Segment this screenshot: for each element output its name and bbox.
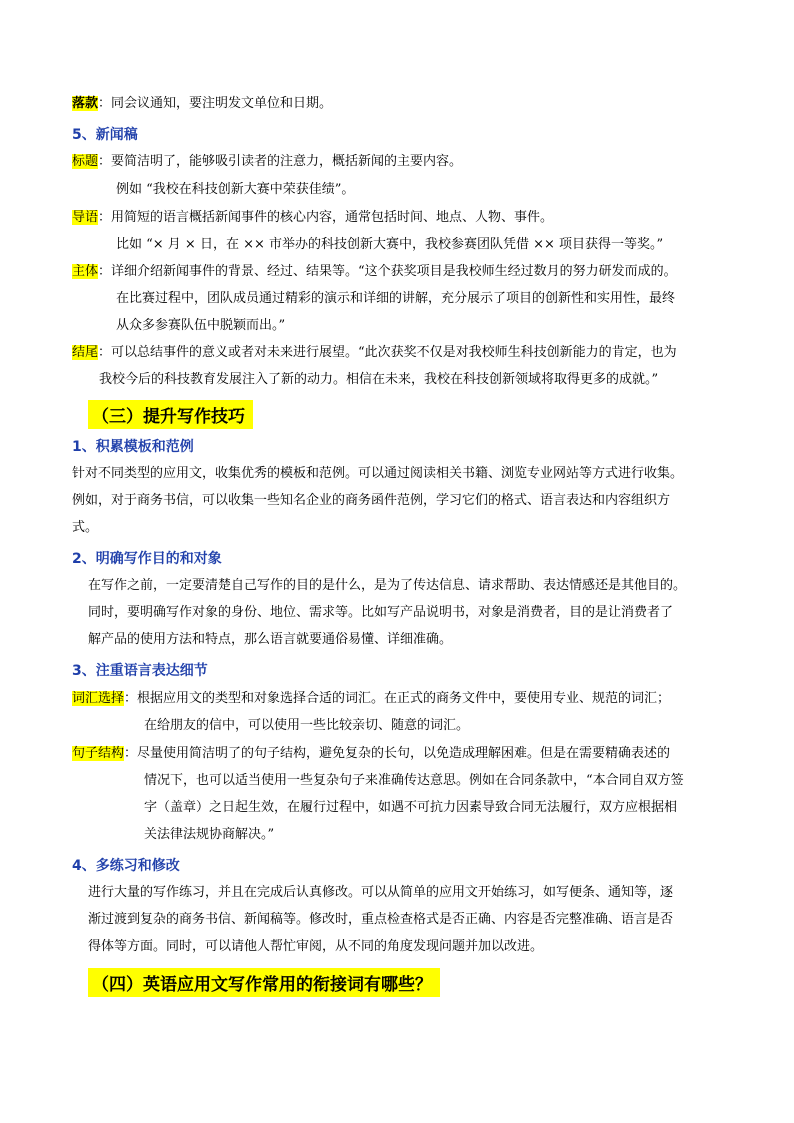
news-lead-example: 比如 “× 月 × 日，在 ×× 市举办的科技创新大赛中，我校参赛团队凭借 ×× 项目获得一等奖。” — [116, 237, 664, 252]
luokuan-label: 落款 — [72, 96, 99, 111]
news-title-example: 例如 “我校在科技创新大赛中荣获佳绩”。 — [116, 182, 355, 197]
vocab-text-1: ：根据应用文的类型和对象选择合适的词汇。在正式的商务文件中，要使用专业、规范的词汇； — [124, 691, 671, 706]
practice-para-line-2: 渐过渡到复杂的商务书信、新闻稿等。修改时，重点检查格式是否正确、内容是否完整准确、语言是否 — [88, 912, 674, 927]
templates-para-line-3: 式。 — [72, 520, 99, 535]
sentence-label: 句子结构 — [72, 746, 125, 761]
sentence-line-4: 关法律法规协商解决。” — [144, 827, 275, 842]
news-body-label: 主体 — [72, 264, 99, 279]
purpose-para-line-2: 同时，要明确写作对象的身份、地位、需求等。比如写产品说明书，对象是消费者，目的是让消费者了 — [88, 605, 674, 620]
luokuan-line — [72, 95, 332, 113]
sentence-line-1 — [72, 745, 670, 763]
news-ending-label: 结尾 — [72, 345, 99, 360]
vocab-label: 词汇选择 — [72, 691, 125, 706]
news-lead-text: ：用简短的语言概括新闻事件的核心内容，通常包括时间、地点、人物、事件。 — [98, 210, 554, 225]
heading-news-release: 5、新闻稿 — [72, 127, 138, 143]
news-ending-text-1: ：可以总结事件的意义或者对未来进行展望。“此次获奖不仅是对我校师生科技创新能力的肯定，也为 — [98, 345, 677, 360]
news-title-text: ：要简洁明了，能够吸引读者的注意力，概括新闻的主要内容。 — [98, 154, 463, 169]
section-title-linking-words: （四）英语应用文写作常用的衔接词有哪些？ — [88, 968, 440, 997]
practice-para-line-3: 得体等方面。同时，可以请他人帮忙审阅，从不同的角度发现问题并加以改进。 — [88, 939, 544, 954]
templates-para-line-1: 针对不同类型的应用文，收集优秀的模板和范例。可以通过阅读相关书籍、浏览专业网站等方式进行收集。 — [72, 466, 684, 481]
news-lead-label: 导语 — [72, 210, 99, 225]
news-body-line-1 — [72, 263, 677, 281]
news-title-label: 标题 — [72, 154, 99, 169]
vocab-line-2: 在给朋友的信中，可以使用一些比较亲切、随意的词汇。 — [144, 718, 470, 733]
practice-para-line-1: 进行大量的写作练习，并且在完成后认真修改。可以从简单的应用文开始练习，如写便条、通知等，逐 — [88, 885, 674, 900]
news-title-line — [72, 153, 462, 171]
heading-practice: 4、多练习和修改 — [72, 858, 180, 874]
luokuan-text: ：同会议通知，要注明发文单位和日期。 — [98, 96, 333, 111]
news-body-line-2: 在比赛过程中，团队成员通过精彩的演示和详细的讲解，充分展示了项目的创新性和实用性，最终 — [116, 291, 676, 306]
news-ending-line-2: 我校今后的科技教育发展注入了新的动力。相信在未来，我校在科技创新领域将取得更多的成就。” — [99, 372, 659, 387]
purpose-para-line-3: 解产品的使用方法和特点，那么语言就要通俗易懂、详细准确。 — [88, 632, 453, 647]
heading-purpose: 2、明确写作目的和对象 — [72, 551, 222, 567]
purpose-para-line-1: 在写作之前，一定要清楚自己写作的目的是什么，是为了传达信息、请求帮助、表达情感还是其他目的。 — [88, 578, 687, 593]
templates-para-line-2: 例如，对于商务书信，可以收集一些知名企业的商务函件范例，学习它们的格式、语言表达和内容组织方 — [72, 493, 671, 508]
news-body-line-3: 从众多参赛队伍中脱颖而出。” — [116, 318, 286, 333]
news-ending-line-1 — [72, 344, 677, 362]
sentence-line-2: 情况下，也可以适当使用一些复杂句子来准确传达意思。例如在合同条款中，“本合同自双方签 — [144, 773, 684, 788]
heading-language-details: 3、注重语言表达细节 — [72, 663, 208, 679]
sentence-line-3: 字（盖章）之日起生效，在履行过程中，如遇不可抗力因素导致合同无法履行，双方应根据相 — [144, 800, 678, 815]
heading-templates: 1、积累模板和范例 — [72, 439, 194, 455]
news-body-text-1: ：详细介绍新闻事件的背景、经过、结果等。“这个获奖项目是我校师生经过数月的努力研发而成的。 — [98, 264, 677, 279]
news-lead-line — [72, 209, 553, 227]
section-title-writing-skills: （三）提升写作技巧 — [88, 400, 253, 429]
vocab-line-1 — [72, 690, 670, 708]
sentence-text-1: ：尽量使用简洁明了的句子结构，避免复杂的长句，以免造成理解困难。但是在需要精确表述的 — [124, 746, 671, 761]
